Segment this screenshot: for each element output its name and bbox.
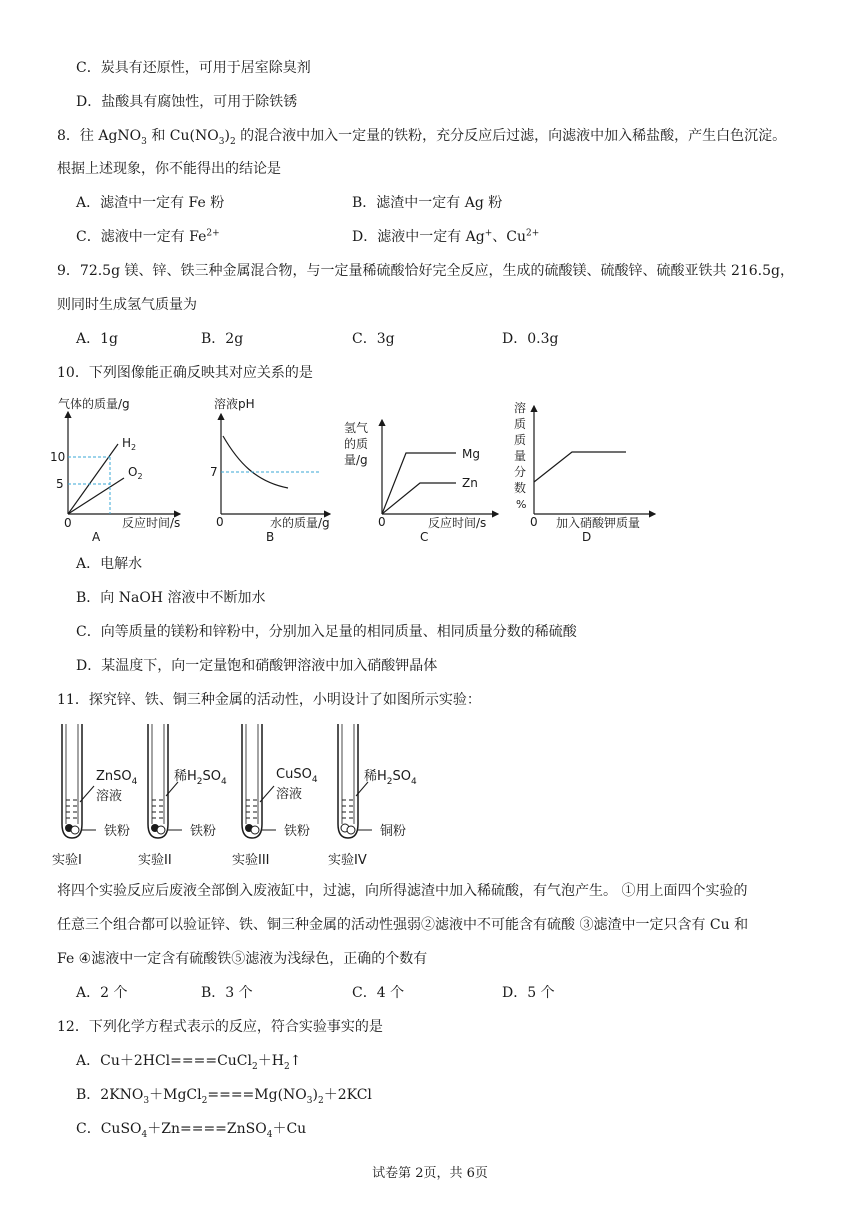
q11-body-line2: 任意三个组合都可以验证锌、铁、铜三种金属的活动性强弱②滤液中不可能含有硫酸 ③滤渣中一定只含有 Cu 和	[57, 917, 749, 933]
q11-option-a: A．2 个	[76, 985, 128, 1001]
tube-4-solid: 铜粉	[380, 824, 407, 839]
graph-c-ylabel-1: 氢气	[344, 421, 369, 435]
graph-a	[50, 396, 180, 544]
graph-c-mg-label: Mg	[462, 447, 480, 461]
tube-2-reagent: 稀$H_2SO_4$	[174, 769, 227, 787]
graph-d-xlabel: 加入硝酸钾质量	[556, 516, 641, 530]
graph-d-ylabel-1: 溶	[514, 401, 527, 415]
graph-c-ylabel-2: 的质	[344, 437, 369, 451]
q12-option-c: C．CuSO$_4$＋Zn====ZnSO$_4$＋Cu	[76, 1121, 307, 1140]
graph-a-xlabel: 反应时间/s	[122, 516, 181, 530]
q7-option-d: D．盐酸具有腐蚀性，可用于除铁锈	[76, 94, 298, 110]
q7-option-c: C．炭具有还原性，可用于居室除臭剂	[76, 60, 311, 76]
graph-c-zn-line	[382, 483, 456, 514]
q8-stem-line2: 根据上述现象，你不能得出的结论是	[57, 161, 281, 177]
tube-1-solid: 铁粉	[104, 824, 131, 839]
tube-4-reagent: 稀$H_2SO_4$	[364, 769, 417, 787]
q8-option-c: C．滤液中一定有 $Fe^{2+}$	[76, 228, 220, 245]
q9-option-b: B．2g	[201, 331, 244, 347]
graph-d-ylabel-4: 量	[514, 449, 527, 463]
tube-1-reagent: ZnSO$_4$	[96, 769, 138, 787]
q11-option-c: C．4 个	[352, 985, 405, 1001]
graph-c-letter: C	[420, 530, 429, 544]
tube-4	[328, 724, 417, 868]
graph-a-tick-10: 10	[50, 450, 66, 464]
q10-stem: 10．下列图像能正确反映其对应关系的是	[57, 365, 313, 381]
q8-option-a: A．滤渣中一定有 Fe 粉	[76, 195, 225, 211]
tube-4-caption: 实验IV	[328, 853, 367, 868]
graph-a-o2-line	[68, 478, 124, 514]
graph-b-ylabel: 溶液pH	[214, 397, 255, 411]
tube-3-caption: 实验III	[232, 853, 270, 868]
q12-option-b: B．$2KNO_3+MgCl_2====Mg(NO_3)_2+2KCl$	[76, 1087, 372, 1106]
graph-d-ylabel-6: 数	[514, 481, 527, 495]
q11-test-tubes	[0, 714, 860, 874]
q9-option-a: A．1g	[76, 331, 118, 347]
graph-d-ylabel-7: %	[516, 498, 527, 511]
q12-stem: 12．下列化学方程式表示的反应，符合实验事实的是	[57, 1019, 383, 1035]
tube-1-reagent-line2: 溶液	[96, 789, 123, 804]
tube-3	[232, 724, 318, 868]
q11-option-d: D．5 个	[502, 985, 555, 1001]
q11-option-b: B．3 个	[201, 985, 253, 1001]
q8-option-d: D．滤液中一定有 Ag+、$Cu^{2+}$	[352, 228, 540, 245]
tube-1-caption: 实验I	[52, 853, 82, 868]
page-footer: 试卷第 2页，共 6页	[372, 1166, 488, 1181]
q10-option-a: A．电解水	[76, 556, 143, 572]
tube-2-caption: 实验II	[138, 853, 172, 868]
q9-stem: 9．72.5g 镁、锌、铁三种金属混合物，与一定量稀硫酸恰好完全反应，生成的硫酸镁、硫酸锌、硫酸亚铁共 216.5g，	[57, 263, 794, 279]
graph-d-origin: 0	[530, 515, 538, 529]
q11-body-line3: Fe ④滤液中一定含有硫酸铁⑤滤液为浅绿色，正确的个数有	[57, 951, 428, 967]
q9-stem-line2: 则同时生成氢气质量为	[57, 297, 197, 313]
graph-b-xlabel: 水的质量/g	[270, 516, 330, 530]
tube-2-solid: 铁粉	[190, 824, 217, 839]
graph-d-ylabel-5: 分	[514, 465, 527, 479]
q9-option-c: C．3g	[352, 331, 395, 347]
q8-option-b: B．滤渣中一定有 Ag 粉	[352, 195, 503, 211]
tube-3-reagent: CuSO$_4$	[276, 767, 318, 785]
graph-a-tick-5: 5	[56, 477, 64, 491]
graph-d-letter: D	[582, 530, 592, 544]
graph-b-tick-7: 7	[210, 465, 218, 479]
q10-option-c: C．向等质量的镁粉和锌粉中，分别加入足量的相同质量、相同质量分数的稀硫酸	[76, 624, 577, 640]
q10-option-b: B．向 NaOH 溶液中不断加水	[76, 590, 266, 606]
q9-option-d: D．0.3g	[502, 331, 559, 347]
graph-b-letter: B	[266, 530, 275, 544]
tube-2	[138, 724, 227, 868]
graph-c-origin: 0	[378, 515, 386, 529]
graph-d-ylabel-3: 质	[514, 433, 527, 447]
graph-a-letter: A	[92, 530, 101, 544]
graph-c-xlabel: 反应时间/s	[428, 516, 487, 530]
q11-body-line1: 将四个实验反应后废液全部倒入废液缸中，过滤，向所得滤渣中加入稀硫酸，有气泡产生。 ①用上面四个实验的	[57, 883, 748, 899]
tube-3-reagent-line2: 溶液	[276, 787, 303, 802]
graph-c	[344, 420, 498, 544]
q11-stem: 11．探究锌、铁、铜三种金属的活动性，小明设计了如图所示实验：	[57, 692, 481, 708]
graph-b-origin: 0	[216, 515, 224, 529]
graph-d-ylabel-2: 质	[514, 417, 527, 431]
graph-d-line	[534, 452, 626, 482]
q10-option-d: D．某温度下，向一定量饱和硝酸钾溶液中加入硝酸钾晶体	[76, 658, 438, 674]
graph-b	[210, 396, 330, 544]
graph-a-h2-label: $H_2$	[122, 436, 137, 452]
tube-3-solid: 铁粉	[284, 824, 311, 839]
graph-a-origin: 0	[64, 516, 72, 530]
graph-c-zn-label: Zn	[462, 476, 478, 490]
q12-option-a: A．$Cu+2HCl====CuCl_2+H_2↑$	[76, 1053, 302, 1072]
q8-stem: 8．往 AgNO$_3$ 和 $Cu(NO_3)_2$ 的混合液中加入一定量的铁粉，充分反应后过滤，向滤液中加入稀盐酸，产生白色沉淀。	[57, 128, 787, 147]
graph-d	[514, 400, 655, 544]
graph-c-ylabel-3: 量/g	[344, 453, 368, 467]
graph-a-o2-label: $O_2$	[128, 465, 143, 481]
graph-a-ylabel: 气体的质量/g	[58, 397, 130, 411]
graph-b-ph-curve	[223, 436, 288, 488]
q10-graphs	[0, 390, 860, 550]
tube-1	[52, 724, 138, 868]
